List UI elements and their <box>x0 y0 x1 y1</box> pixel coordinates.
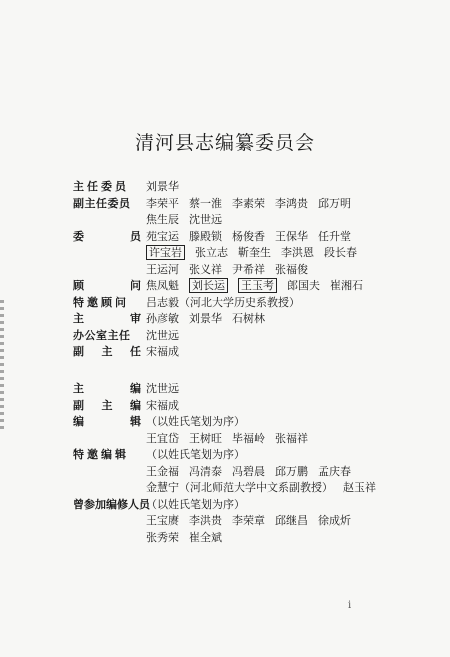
name-line <box>146 345 189 359</box>
role-label: 特邀编辑 <box>73 448 129 461</box>
person-name: （以姓氏笔划为序） <box>146 448 245 461</box>
person-name: 焦凤魁 <box>146 279 179 292</box>
role-char: 主 <box>101 398 113 412</box>
person-name: （以姓氏笔划为序） <box>146 415 245 428</box>
page-title: 清河县志编纂委员会 <box>134 132 315 154</box>
scan-mark: i <box>348 600 352 611</box>
role-label: 办公室主任 <box>73 328 131 342</box>
person-name: 邱万明 <box>318 196 351 210</box>
role-label: 副主任委员 <box>73 196 131 210</box>
name-line <box>146 465 361 479</box>
name-line <box>146 448 255 462</box>
role-char: 主 <box>73 382 84 395</box>
person-name: 金慧宁（河北师范大学中文系副教授） <box>146 481 333 494</box>
role-label <box>73 230 141 244</box>
person-name: 李洪恩 <box>281 246 314 259</box>
role-label <box>73 312 141 326</box>
person-name: 李鸿贵 <box>275 196 308 210</box>
person-name: 滕殿锁 <box>189 229 222 243</box>
person-name: 刘景华 <box>146 180 179 193</box>
role-char: 编 <box>130 398 141 412</box>
person-name: 张福祥 <box>275 431 308 445</box>
person-name: 刘景华 <box>189 312 222 325</box>
role-label <box>73 415 141 429</box>
person-name: 王玉考 <box>238 278 277 293</box>
role-char: 编 <box>73 415 84 428</box>
name-line <box>146 432 318 446</box>
person-name: 焦生辰 <box>146 213 179 226</box>
person-name: 冯碧晨 <box>232 464 265 478</box>
name-line <box>146 296 310 310</box>
role-label: 曾参加编修人员 <box>73 497 150 511</box>
role-label: 特邀顾问 <box>73 295 129 309</box>
name-line <box>146 531 232 545</box>
role-label: 主任委员 <box>73 180 129 193</box>
role-char: 副 <box>73 398 84 412</box>
name-line <box>146 197 361 211</box>
role-char: 编 <box>130 382 141 395</box>
person-name: 宋福成 <box>146 398 179 412</box>
person-name: 杨俊香 <box>232 229 265 243</box>
role-char: 辑 <box>130 415 141 428</box>
person-name: 沈世远 <box>189 213 222 226</box>
person-name: 张义祥 <box>189 262 222 276</box>
name-line <box>146 481 386 495</box>
person-name: 崔全斌 <box>189 530 222 544</box>
role-char: 任 <box>130 345 141 358</box>
name-line <box>146 415 255 429</box>
person-name: 王树旺 <box>189 431 222 445</box>
person-name: 王金福 <box>146 464 179 478</box>
person-name: 任升堂 <box>318 229 351 243</box>
person-name: 冯清泰 <box>189 464 222 478</box>
person-name: 孟庆春 <box>318 464 351 478</box>
name-line <box>146 246 367 260</box>
person-name: 崔湘石 <box>330 279 363 292</box>
person-name: 邱继昌 <box>275 514 308 527</box>
person-name: 张立志 <box>195 246 228 259</box>
scan-edge-artifact <box>0 300 4 430</box>
role-char: 问 <box>130 279 141 292</box>
person-name: 段长春 <box>324 246 357 259</box>
role-label <box>73 345 141 359</box>
name-line <box>146 230 361 244</box>
person-name: 郎国夫 <box>287 279 320 292</box>
person-name: 宋福成 <box>146 345 179 358</box>
person-name: 蔡一淮 <box>189 196 222 210</box>
person-name: 苑宝运 <box>146 229 179 243</box>
role-label <box>73 399 141 413</box>
role-char: 审 <box>130 312 141 325</box>
person-name: 沈世远 <box>146 328 179 342</box>
person-name: 吕志毅（河北大学历史系教授） <box>146 295 300 309</box>
person-name: 许宝岩 <box>146 245 185 260</box>
person-name: 邱万鹏 <box>275 464 308 478</box>
person-name: 靳奎生 <box>238 246 271 259</box>
name-line <box>146 498 255 512</box>
person-name: 王保华 <box>275 229 308 243</box>
person-name: 毕福岭 <box>232 431 265 445</box>
name-line <box>146 514 361 528</box>
name-line <box>146 329 189 343</box>
person-name: 赵玉祥 <box>343 481 376 494</box>
person-name: 李荣章 <box>232 514 265 527</box>
person-name: 张福俊 <box>275 262 308 276</box>
name-line <box>146 399 189 413</box>
role-char: 主 <box>73 312 84 325</box>
person-name: 沈世远 <box>146 382 179 395</box>
name-line <box>146 312 275 326</box>
person-name: 李素荣 <box>232 196 265 210</box>
name-line <box>146 279 373 293</box>
person-name: 刘长运 <box>189 278 228 293</box>
role-label <box>73 382 141 396</box>
person-name: 张秀荣 <box>146 530 179 544</box>
person-name: 王运河 <box>146 262 179 276</box>
role-label <box>73 279 141 293</box>
person-name: 王宜岱 <box>146 431 179 445</box>
person-name: 徐成炘 <box>318 514 351 527</box>
role-char: 主 <box>101 345 113 358</box>
person-name: （以姓氏笔划为序） <box>146 497 245 511</box>
role-char: 员 <box>130 229 141 243</box>
person-name: 孙彦敏 <box>146 312 179 325</box>
person-name: 石树林 <box>232 312 265 325</box>
person-name: 李荣平 <box>146 196 179 210</box>
role-char: 副 <box>73 345 84 358</box>
role-char: 委 <box>73 229 84 243</box>
person-name: 李洪贵 <box>189 514 222 527</box>
name-line <box>146 382 189 396</box>
person-name: 尹希祥 <box>232 262 265 276</box>
name-line <box>146 180 189 194</box>
name-line <box>146 213 232 227</box>
name-line <box>146 263 318 277</box>
person-name: 王宝赓 <box>146 514 179 527</box>
role-char: 顾 <box>73 279 84 292</box>
